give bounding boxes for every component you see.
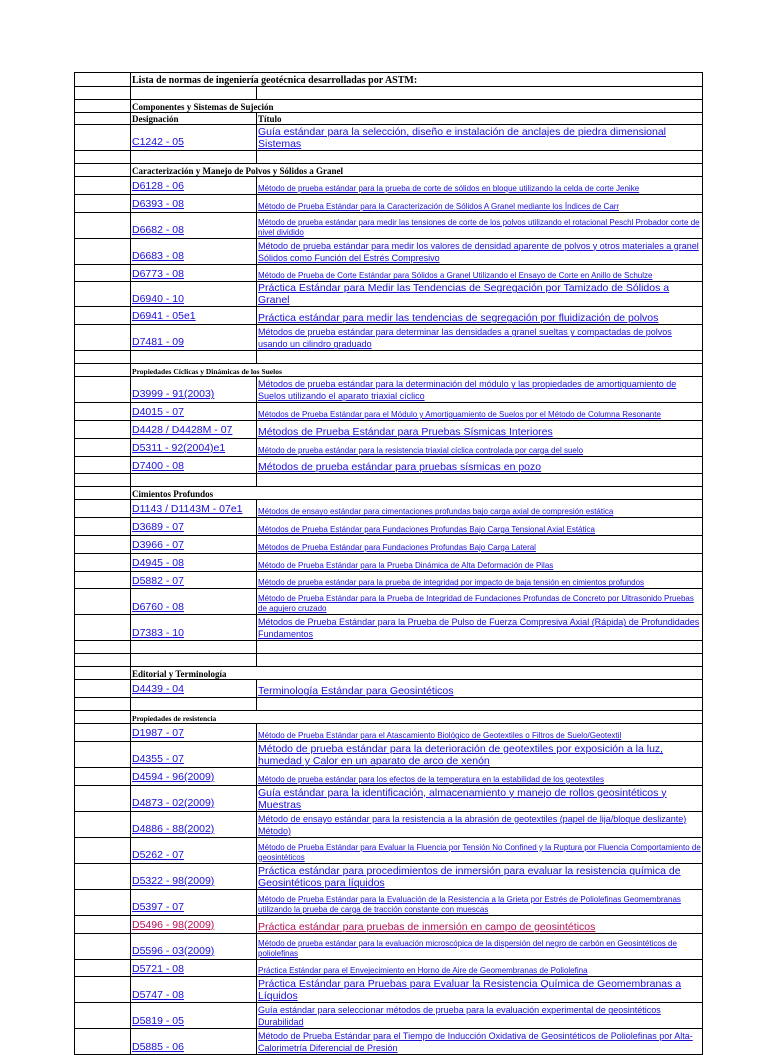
standard-row <box>75 420 703 438</box>
standard-code-link[interactable]: D6760 - 08 <box>132 600 184 613</box>
standard-code-link[interactable]: D4439 - 04 <box>132 683 184 696</box>
standard-code-link[interactable]: D3689 - 07 <box>132 521 184 534</box>
standard-row <box>75 863 703 889</box>
standard-code-link[interactable]: D4355 - 07 <box>132 753 184 766</box>
standard-row <box>75 500 703 518</box>
standard-title-link[interactable]: Métodos de prueba estándar para la determinación del módulo y las propiedades de amortiguamiento de Suelos utilizando el aparato triaxial cíclico <box>258 379 677 402</box>
standard-row <box>75 535 703 553</box>
standard-title-link[interactable]: Práctica estándar para pruebas de inmersión en campo de geosintéticos <box>258 920 596 933</box>
standard-code-link[interactable]: D5311 - 92(2004)e1 <box>132 441 226 454</box>
standard-row <box>75 915 703 933</box>
standard-title-link[interactable]: Método de Prueba Estándar para el Tiempo de Inducción Oxidativa de Geosintéticos de Poliolefinas por Alta-Calorimetría Diferencial de Presión <box>258 1031 693 1054</box>
standard-title-link[interactable]: Método de prueba estándar para medir los valores de densidad aparente de polvos y otros materiales a granel Sólidos como Función del Estrés Compresivo <box>258 240 699 263</box>
standards-table-body <box>75 73 703 1055</box>
standard-row <box>75 518 703 536</box>
standard-row <box>75 615 703 641</box>
standard-title-link[interactable]: Métodos de Prueba Estándar para la Prueba de Pulso de Fuerza Compresiva Axial (Rápida) de Profundidades Fundamentos <box>258 617 700 640</box>
standard-code-link[interactable]: D7400 - 08 <box>132 459 184 472</box>
standard-code-link[interactable]: D3966 - 07 <box>132 538 184 551</box>
standard-row <box>75 933 703 959</box>
standard-row <box>75 377 703 403</box>
standard-title-link[interactable]: Práctica Estándar para Medir las Tendencias de Segregación por Tamizado de Sólidos a Granel <box>258 282 670 307</box>
standard-title-link[interactable]: Método de prueba estándar para la deterioración de geotextiles por exposición a la luz, humedad y Calor en un aparato de arco de xenón <box>258 742 664 767</box>
standard-title-link[interactable]: Método de Prueba Estándar para la Caracterización de Sólidos A Granel mediante los Índices de Carr <box>258 201 620 211</box>
standard-code-link[interactable]: D5819 - 05 <box>132 1014 184 1027</box>
standard-code-link[interactable]: D6393 - 08 <box>132 197 184 210</box>
section-title: Propiedades Cíclicas y Dinámicas de los Suelos <box>131 364 703 377</box>
standard-code-link[interactable]: D5397 - 07 <box>132 900 184 913</box>
standard-code-link[interactable]: D6940 - 10 <box>132 292 184 305</box>
standard-title-link[interactable]: Método de Prueba Estándar para la Prueba Dinámica de Alta Deformación de Pilas <box>258 560 554 570</box>
standard-title-link[interactable]: Método de prueba estándar para medir las tensiones de corte de los polvos utilizando el rotacional Peschl Probador corte de nivel dividido <box>258 217 700 237</box>
standard-row <box>75 977 703 1003</box>
standard-title-link[interactable]: Terminología Estándar para Geosintéticos <box>258 685 454 698</box>
blank-row <box>75 698 703 711</box>
blank-row <box>75 641 703 654</box>
standard-row <box>75 282 703 307</box>
blank-row <box>75 351 703 364</box>
standard-title-link[interactable]: Práctica estándar para medir las tendencias de segregación por fluidización de polvos <box>258 312 659 325</box>
section-header-row <box>75 364 703 377</box>
standard-code-link[interactable]: D5721 - 08 <box>132 962 184 975</box>
standard-row <box>75 212 703 238</box>
standard-code-link[interactable]: D4428 / D4428M - 07 <box>132 423 233 436</box>
standard-title-link[interactable]: Práctica Estándar para el Envejecimiento en Horno de Aire de Geomembranas de Poliolefina <box>258 966 588 976</box>
section-header-row <box>75 667 703 680</box>
standard-row <box>75 307 703 325</box>
standard-code-link[interactable]: D6773 - 08 <box>132 267 184 280</box>
standard-row <box>75 403 703 421</box>
standard-title-link[interactable]: Métodos de Prueba Estándar para Fundaciones Profundas Bajo Carga Tensional Axial Estática <box>258 524 595 534</box>
section-title: Caracterización y Manejo de Polvos y Sólidos a Granel <box>131 164 703 177</box>
section-title: Cimientos Profundos <box>131 487 703 500</box>
standard-title-link[interactable]: Método de Prueba Estándar para la Evaluación de la Resistencia a la Grieta por Estrés de Poliolefinas Geomembranas utilizando la prueba de carga de tracción constante con muescas <box>258 894 681 914</box>
standard-row <box>75 264 703 282</box>
standard-title-link[interactable]: Práctica estándar para procedimientos de inmersión para evaluar la resistencia química de Geosintéticos para líquidos <box>258 864 681 889</box>
standard-title-link[interactable]: Métodos de prueba estándar para pruebas sísmicas en pozo <box>258 461 542 474</box>
standard-row <box>75 125 703 151</box>
designation-label: Designación <box>131 113 257 125</box>
standard-row <box>75 785 703 811</box>
standard-row <box>75 724 703 742</box>
standard-code-link[interactable]: D6128 - 06 <box>132 180 184 192</box>
standard-code-link[interactable]: D1143 / D1143M - 07e1 <box>132 503 243 516</box>
standard-row <box>75 811 703 837</box>
heading-row <box>75 73 703 87</box>
standard-row <box>75 1029 703 1055</box>
standard-row <box>75 177 703 195</box>
section-title: Editorial y Terminología <box>131 667 703 680</box>
standard-title-link[interactable]: Métodos de prueba estándar para determinar las densidades a granel sueltas y compactadas de polvos usando un cilindro graduado <box>258 327 672 350</box>
standard-row <box>75 571 703 589</box>
standard-code-link[interactable]: D5262 - 07 <box>132 848 184 861</box>
standard-code-link[interactable]: D4594 - 96(2009) <box>132 770 215 783</box>
standard-code-link[interactable]: D7481 - 09 <box>132 336 184 349</box>
standard-title-link[interactable]: Método de Prueba Estándar para Evaluar la Fluencia por Tensión No Confined y la Ruptura por Fluencia Comportamiento de geosintéticos <box>258 842 701 862</box>
standard-title-link[interactable]: Método de Prueba de Corte Estándar para Sólidos a Granel Utilizando el Ensayo de Corte en Anillo de Schulze <box>258 271 653 281</box>
standard-title-link[interactable]: Método de prueba estándar para los efectos de la temperatura en la estabilidad de los geotextiles <box>258 774 604 784</box>
standard-row <box>75 238 703 264</box>
standard-row <box>75 889 703 915</box>
blank-row <box>75 151 703 164</box>
standard-row <box>75 741 703 767</box>
standard-title-link[interactable]: Método de prueba estándar para la evaluación microscópica de la dispersión del negro de carbón en Geosintéticos de poliolefinas <box>258 938 677 958</box>
standard-code-link[interactable]: D5496 - 98(2009) <box>132 918 215 931</box>
column-label-row <box>75 113 703 125</box>
standard-row <box>75 194 703 212</box>
standard-row <box>75 553 703 571</box>
standard-title-link[interactable]: Guía estándar para seleccionar métodos de prueba para la evaluación experimental de geosintéticos Durabilidad <box>258 1005 661 1028</box>
section-header-row <box>75 487 703 500</box>
standard-code-link[interactable]: C1242 - 05 <box>132 136 184 149</box>
standard-row <box>75 325 703 351</box>
section-header-row <box>75 711 703 724</box>
section-title: Componentes y Sistemas de Sujeción <box>131 100 703 113</box>
standard-code-link[interactable]: D1987 - 07 <box>132 727 184 740</box>
standard-code-link[interactable]: D4873 - 02(2009) <box>132 796 215 809</box>
standard-code-link[interactable]: D6941 - 05e1 <box>132 310 196 323</box>
section-header-row <box>75 164 703 177</box>
standard-title-link[interactable]: Métodos de Prueba Estándar para Pruebas Sísmicas Interiores <box>258 425 553 438</box>
standard-title-link[interactable]: Guía estándar para la identificación, almacenamiento y manejo de rollos geosintéticos y Muestras <box>258 786 667 811</box>
standard-title-link[interactable]: Método de prueba estándar para la prueba de integridad por impacto de baja tensión en cimientos profundos <box>258 578 645 588</box>
standard-row <box>75 438 703 456</box>
standard-code-link[interactable]: D4886 - 88(2002) <box>132 822 215 835</box>
standard-code-link[interactable]: D5747 - 08 <box>132 988 184 1001</box>
standard-code-link[interactable]: D5882 - 07 <box>132 574 184 587</box>
standard-code-link[interactable]: D5322 - 98(2009) <box>132 874 215 887</box>
standard-code-link[interactable]: D7383 - 10 <box>132 626 184 639</box>
standard-title-link[interactable]: Métodos de Prueba Estándar para el Módulo y Amortiguamiento de Suelos por el Método de Columna Resonante <box>258 409 661 419</box>
standard-code-link[interactable]: D4015 - 07 <box>132 406 184 419</box>
standard-row <box>75 589 703 615</box>
standard-code-link[interactable]: D6682 - 08 <box>132 223 184 236</box>
standard-row <box>75 837 703 863</box>
standard-title-link[interactable]: Método de Prueba Estándar para la Prueba de Integridad de Fundaciones Profundas de Concreto por Ultrasonido Pruebas de agujero cruzado <box>258 594 694 614</box>
standard-code-link[interactable]: D3999 - 91(2003) <box>132 388 215 401</box>
standard-row <box>75 1003 703 1029</box>
section-header-row <box>75 100 703 113</box>
standard-code-link[interactable]: D5596 - 03(2009) <box>132 944 215 957</box>
standard-title-link[interactable]: Práctica Estándar para Pruebas para Evaluar la Resistencia Química de Geomembranas a Líquidos <box>258 978 682 1003</box>
section-title: Propiedades de resistencia <box>131 711 703 724</box>
blank-row <box>75 87 703 100</box>
standard-row <box>75 680 703 698</box>
standard-title-link[interactable]: Métodos de Prueba Estándar para Fundaciones Profundas Bajo Carga Lateral <box>258 542 536 552</box>
standard-title-link[interactable]: Método de ensayo estándar para la resistencia a la abrasión de geotextiles (papel de lija/bloque deslizante) Método) <box>258 813 687 836</box>
standard-title-link[interactable]: Método de prueba estándar para la prueba de corte de sólidos en bloque utilizando la celda de corte Jenike <box>258 183 640 193</box>
standard-row <box>75 767 703 785</box>
standard-row <box>75 456 703 474</box>
standards-table <box>74 72 703 1055</box>
standard-code-link[interactable]: D5885 - 06 <box>132 1040 184 1053</box>
standard-title-link[interactable]: Métodos de ensayo estándar para cimentaciones profundas bajo carga axial de compresión estática <box>258 507 614 517</box>
title-label: Título <box>257 113 703 125</box>
standard-code-link[interactable]: D6683 - 08 <box>132 249 184 262</box>
blank-row <box>75 654 703 667</box>
blank-row <box>75 474 703 487</box>
standard-code-link[interactable]: D4945 - 08 <box>132 556 184 569</box>
standard-title-link[interactable]: Método de Prueba Estándar para el Atascamiento Biológico de Geotextiles o Filtros de Suelo/Geotextil <box>258 730 622 740</box>
standard-row <box>75 959 703 977</box>
document-heading: Lista de normas de ingeniería geotécnica desarrolladas por ASTM: <box>131 73 703 87</box>
standard-title-link[interactable]: Método de prueba estándar para la resistencia triaxial cíclica controlada por carga del suelo <box>258 445 584 455</box>
standard-title-link[interactable]: Guía estándar para la selección, diseño e instalación de anclajes de piedra dimensional Sistemas <box>258 126 667 150</box>
